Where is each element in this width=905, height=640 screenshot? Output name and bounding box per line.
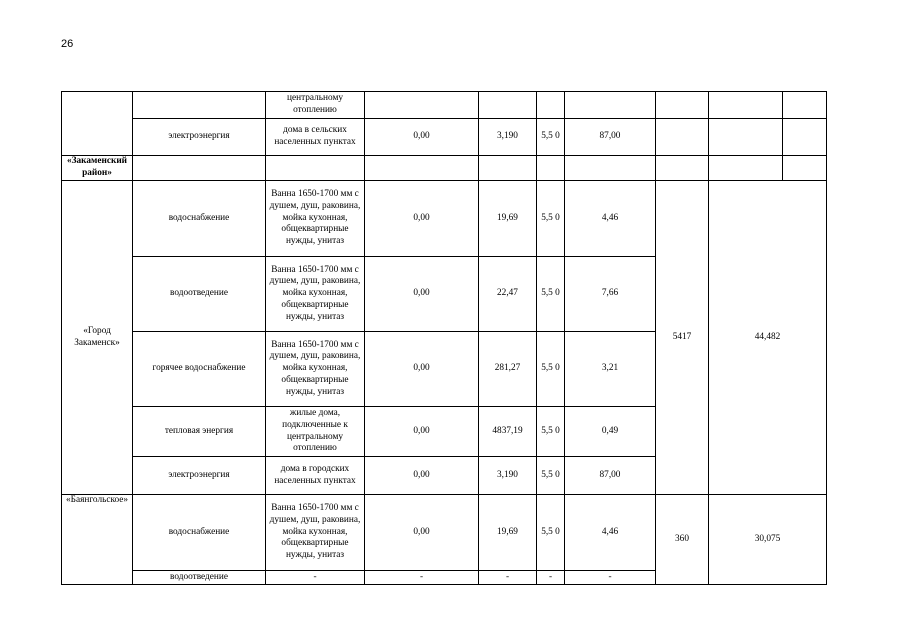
district-title: «Закаменский район»: [62, 156, 133, 181]
standard-cell: жилые дома, подключенные к центральному отоплению: [266, 407, 365, 457]
standard-cell: Ванна 1650-1700 мм с душем, душ, раковина, мойка кухонная, общеквартирные нужды, унитаз: [266, 332, 365, 407]
table-row: [62, 181, 827, 257]
table-row: [62, 119, 827, 156]
value-cell: [365, 92, 479, 119]
empty-cell: [709, 156, 783, 181]
service-cell: тепловая энергия: [133, 407, 266, 457]
value-cell: 87,00: [565, 119, 656, 156]
municipality-cell-continued: [62, 92, 133, 156]
value-cell: 7,66: [565, 257, 656, 332]
value-cell: 5,5 0: [537, 495, 565, 571]
value-cell: 0,00: [365, 332, 479, 407]
value-cell: 4837,19: [479, 407, 537, 457]
standard-cell: дома в сельских населенных пунктах: [266, 119, 365, 156]
value-cell: 5,5 0: [537, 119, 565, 156]
empty-cell: [266, 156, 365, 181]
service-cell: электроэнергия: [133, 457, 266, 495]
value-cell: 0,00: [365, 181, 479, 257]
coef-cell-continued: [709, 92, 783, 119]
value-cell: 281,27: [479, 332, 537, 407]
standard-cell: дома в городских населенных пунктах: [266, 457, 365, 495]
value-cell: [479, 92, 537, 119]
service-cell: водоотведение: [133, 571, 266, 585]
coef-cell: 30,075: [709, 495, 827, 585]
value-cell: 5,5 0: [537, 457, 565, 495]
population-cell: 360: [656, 495, 709, 585]
value-cell: 19,69: [479, 495, 537, 571]
empty-cell: [656, 156, 709, 181]
value-cell: -: [479, 571, 537, 585]
value-cell: -: [365, 571, 479, 585]
service-cell: [133, 92, 266, 119]
empty-cell: [133, 156, 266, 181]
value-cell: -: [565, 571, 656, 585]
value-cell: 87,00: [565, 457, 656, 495]
value-cell: 5,5 0: [537, 181, 565, 257]
value-cell: -: [537, 571, 565, 585]
share-cell-continued: [783, 119, 827, 156]
population-cell: 5417: [656, 181, 709, 495]
coef-cell: 44,482: [709, 181, 827, 495]
population-cell-continued: [656, 119, 709, 156]
value-cell: 5,5 0: [537, 257, 565, 332]
value-cell: 3,190: [479, 457, 537, 495]
empty-cell: [479, 156, 537, 181]
standard-cell: Ванна 1650-1700 мм с душем, душ, раковина, мойка кухонная, общеквартирные нужды, унитаз: [266, 181, 365, 257]
table-row: [62, 92, 827, 119]
value-cell: 5,5 0: [537, 332, 565, 407]
service-cell: электроэнергия: [133, 119, 266, 156]
standard-cell: -: [266, 571, 365, 585]
standard-cell: центральному отоплению: [266, 92, 365, 119]
value-cell: 0,00: [365, 257, 479, 332]
service-cell: водоотведение: [133, 257, 266, 332]
municipality-name: «Баянгольское»: [62, 495, 133, 585]
value-cell: 0,00: [365, 407, 479, 457]
value-cell: [537, 92, 565, 119]
value-cell: 0,00: [365, 495, 479, 571]
service-cell: горячее водоснабжение: [133, 332, 266, 407]
value-cell: 0,49: [565, 407, 656, 457]
standard-cell: Ванна 1650-1700 мм с душем, душ, раковина, мойка кухонная, общеквартирные нужды, унитаз: [266, 495, 365, 571]
tariff-table: [61, 91, 827, 585]
district-header-row: [62, 156, 827, 181]
empty-cell: [783, 156, 827, 181]
value-cell: 5,5 0: [537, 407, 565, 457]
value-cell: 0,00: [365, 457, 479, 495]
share-cell-continued: [783, 92, 827, 119]
value-cell: [565, 92, 656, 119]
value-cell: 19,69: [479, 181, 537, 257]
service-cell: водоснабжение: [133, 495, 266, 571]
value-cell: 3,21: [565, 332, 656, 407]
population-cell-continued: [656, 92, 709, 119]
value-cell: 0,00: [365, 119, 479, 156]
table-row: [62, 495, 827, 571]
service-cell: водоснабжение: [133, 181, 266, 257]
standard-cell: Ванна 1650-1700 мм с душем, душ, раковина, мойка кухонная, общеквартирные нужды, унитаз: [266, 257, 365, 332]
value-cell: 3,190: [479, 119, 537, 156]
value-cell: 22,47: [479, 257, 537, 332]
value-cell: 4,46: [565, 181, 656, 257]
empty-cell: [565, 156, 656, 181]
coef-cell-continued: [709, 119, 783, 156]
empty-cell: [365, 156, 479, 181]
municipality-name: «Город Закаменск»: [62, 181, 133, 495]
value-cell: 4,46: [565, 495, 656, 571]
page-number: 26: [61, 38, 74, 50]
empty-cell: [537, 156, 565, 181]
